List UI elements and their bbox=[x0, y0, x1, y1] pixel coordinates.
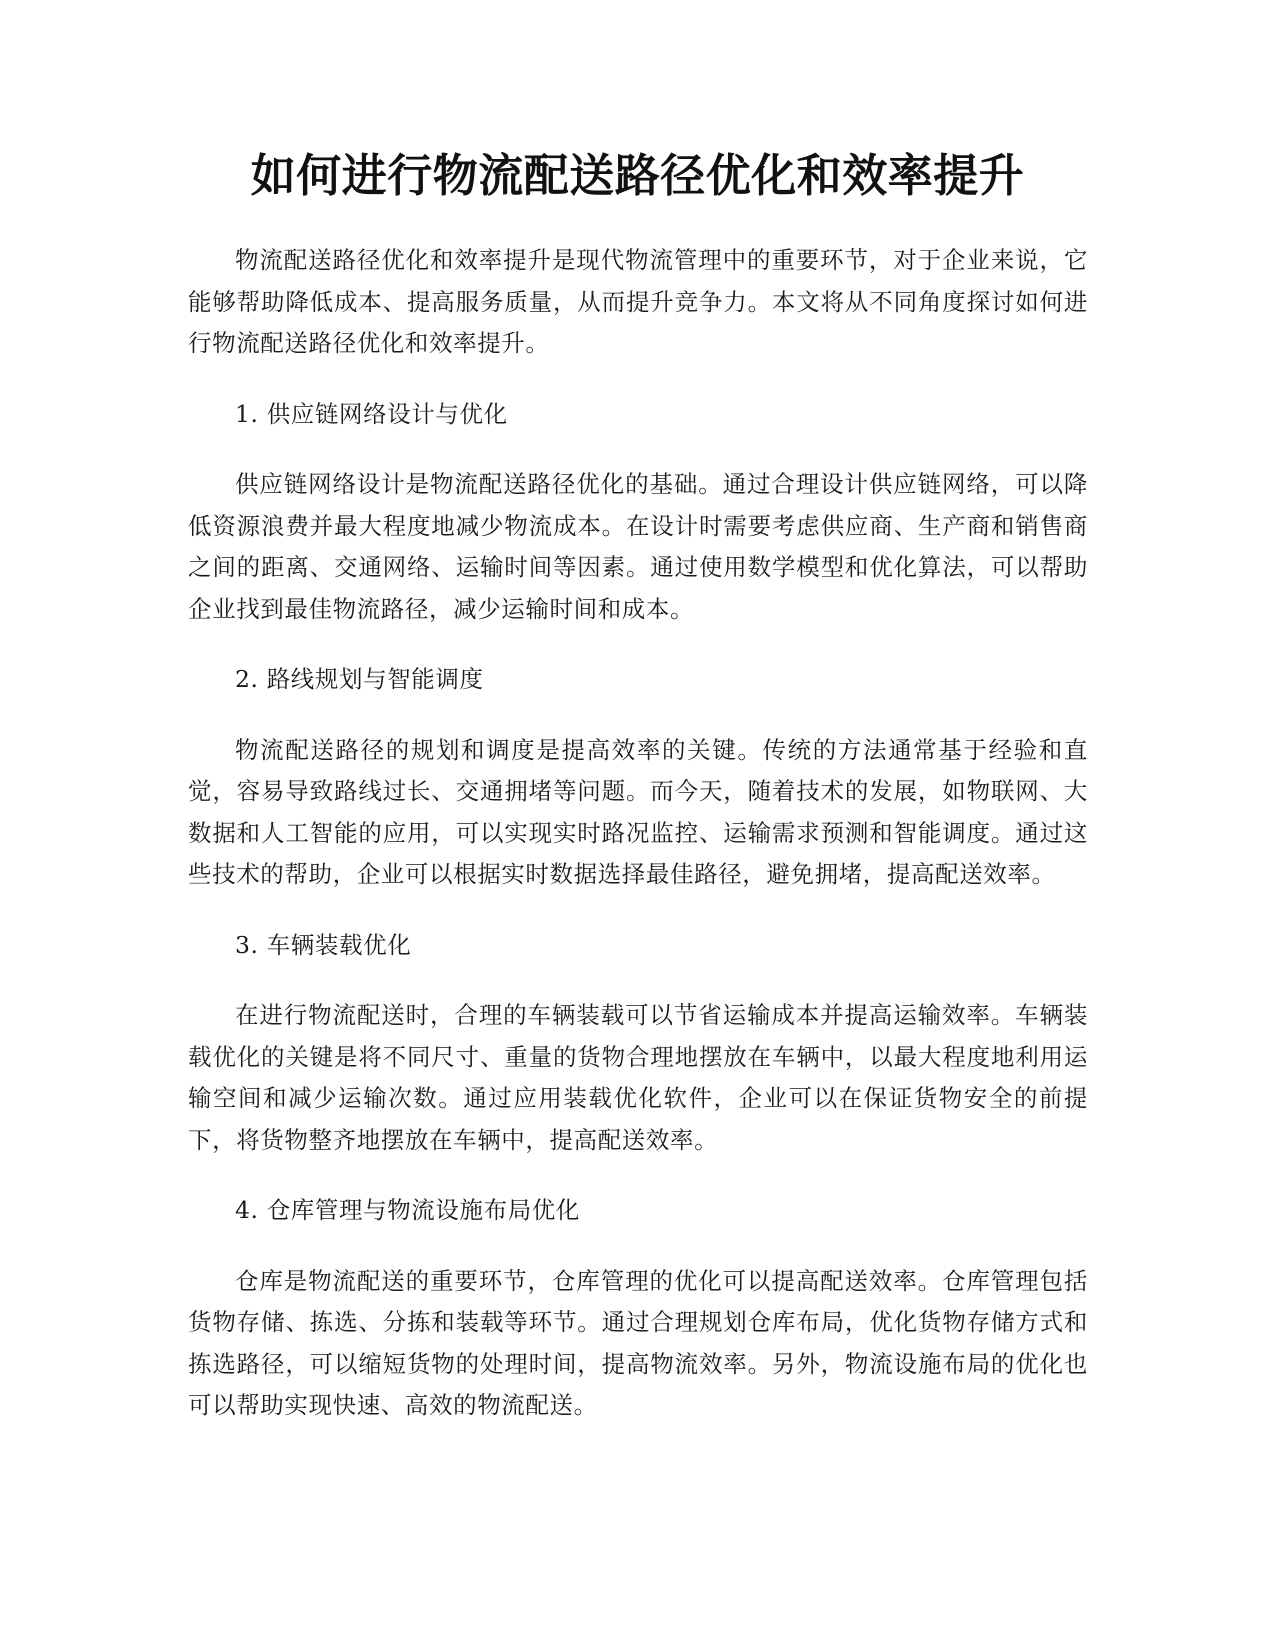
section-heading-1: 1. 供应链网络设计与优化 bbox=[235, 399, 508, 428]
section-paragraph-1: 供应链网络设计是物流配送路径优化的基础。通过合理设计供应链网络，可以降低资源浪费并最大程度地减少物流成本。在设计时需要考虑供应商、生产商和销售商之间的距离、交通网络、运输时间等因素。通过使用数学模型和优化算法，可以帮助企业找到最佳物流路径，减少运输时间和成本。 bbox=[188, 470, 1088, 623]
document-title: 如何进行物流配送路径优化和效率提升 bbox=[250, 149, 1025, 202]
section-heading-4: 4. 仓库管理与物流设施布局优化 bbox=[235, 1196, 580, 1224]
section-paragraph-2: 物流配送路径的规划和调度是提高效率的关键。传统的方法通常基于经验和直觉，容易导致路线过长、交通拥堵等问题。而今天，随着技术的发展，如物联网、大数据和人工智能的应用，可以实现实时路况监控、运输需求预测和智能调度。通过这些技术的帮助，企业可以根据实时数据选择最佳路径，避免拥堵，提高配送效率。 bbox=[188, 735, 1088, 888]
document-body bbox=[188, 240, 1088, 1456]
intro-paragraph: 物流配送路径优化和效率提升是现代物流管理中的重要环节，对于企业来说，它能够帮助降低成本、提高服务质量，从而提升竞争力。本文将从不同角度探讨如何进行物流配送路径优化和效率提升。 bbox=[188, 246, 1088, 357]
section-heading-2: 2. 路线规划与智能调度 bbox=[235, 665, 484, 693]
section-heading-3: 3. 车辆装载优化 bbox=[235, 930, 412, 959]
section-paragraph-4: 仓库是物流配送的重要环节，仓库管理的优化可以提高配送效率。仓库管理包括货物存储、拣选、分拣和装载等环节。通过合理规划仓库布局，优化货物存储方式和拣选路径，可以缩短货物的处理时间，提高物流效率。另外，物流设施布局的优化也可以帮助实现快速、高效的物流配送。 bbox=[188, 1266, 1088, 1419]
section-paragraph-3: 在进行物流配送时，合理的车辆装载可以节省运输成本并提高运输效率。车辆装载优化的关键是将不同尺寸、重量的货物合理地摆放在车辆中，以最大程度地利用运输空间和减少运输次数。通过应用装载优化软件，企业可以在保证货物安全的前提下，将货物整齐地摆放在车辆中，提高配送效率。 bbox=[188, 1001, 1088, 1154]
